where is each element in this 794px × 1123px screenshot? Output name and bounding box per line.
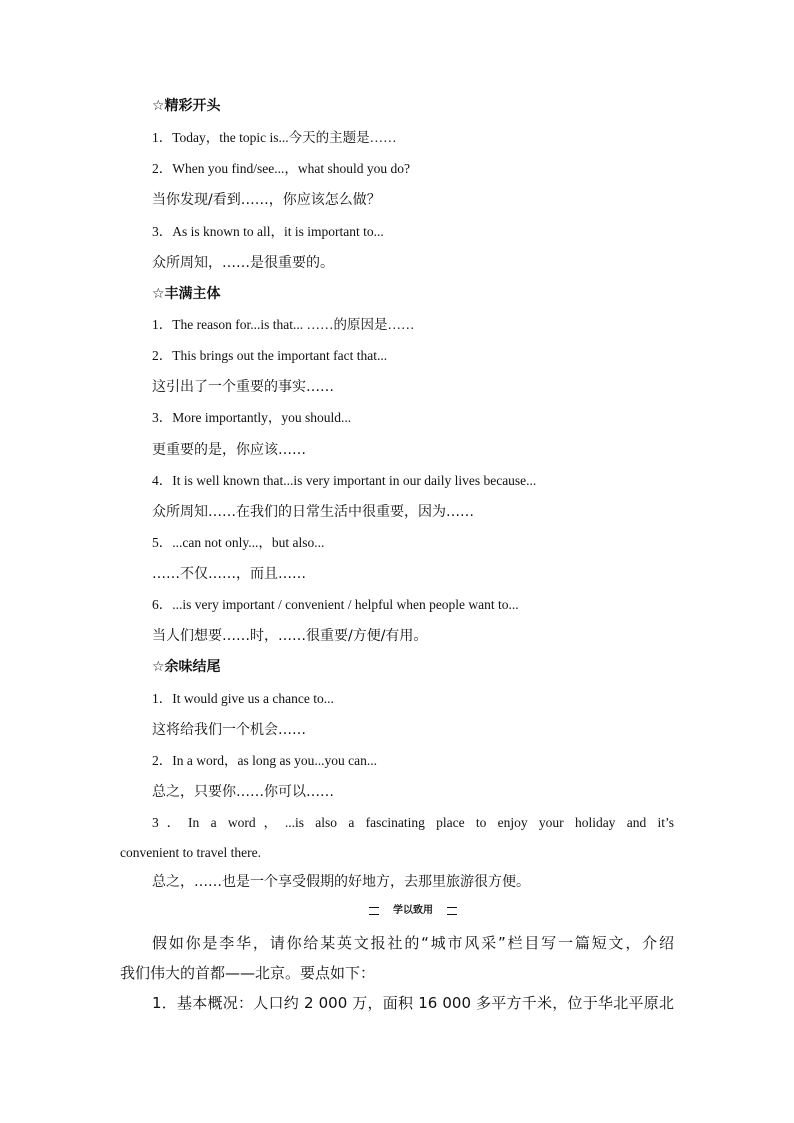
phrase-en: 2．In a word，as long as you...you can...: [152, 753, 377, 768]
phrase-cn: 当你发现/看到……，你应该怎么做？: [152, 192, 381, 208]
phrase-cn: 当人们想要……时，……很重要/方便/有用。: [152, 628, 428, 644]
phrase-cn: 这将给我们一个机会……: [152, 722, 306, 738]
phrase-en: 1．Today，the topic is...今天的主题是……: [152, 130, 397, 145]
phrase-cn: 这引出了一个重要的事实……: [152, 379, 334, 395]
phrase-en: 1．It would give us a chance to...: [152, 691, 334, 706]
phrase-en: 5．...can not only...，but also...: [152, 535, 325, 550]
practice-prompt-line: 我们伟大的首都——北京。要点如下：: [120, 964, 376, 982]
phrase-cn: 众所周知……在我们的日常生活中很重要，因为……: [152, 504, 474, 520]
practice-section-label: [369, 905, 457, 917]
practice-label-text: 学以致用: [379, 905, 447, 917]
section-heading-ending: ☆余味结尾: [152, 659, 221, 675]
phrase-cn: ……不仅……，而且……: [152, 566, 306, 582]
practice-prompt-line: 假如你是李华，请你给某英文报社的“城市风采”栏目写一篇短文，介绍: [152, 934, 674, 952]
phrase-cn: 总之，……也是一个享受假期的好地方，去那里旅游很方便。: [152, 874, 530, 890]
phrase-cn: 更重要的是，你应该……: [152, 442, 306, 458]
phrase-en: 6．...is very important / convenient / helpful when people want to...: [152, 597, 519, 612]
phrase-en-continued: convenient to travel there.: [120, 845, 261, 860]
phrase-en: 3．More importantly，you should...: [152, 410, 352, 425]
phrase-en: 2．When you find/see...，what should you do?: [152, 161, 410, 176]
section-heading-opening: ☆精彩开头: [152, 98, 221, 114]
phrase-en: 4．It is well known that...is very important in our daily lives because...: [152, 473, 537, 488]
practice-point: 1．基本概况：人口约 2 000 万，面积 16 000 多平方千米，位于华北平原北: [152, 994, 674, 1012]
phrase-en: 3．As is known to all，it is important to...: [152, 224, 384, 239]
phrase-en: 2．This brings out the important fact that...: [152, 348, 388, 363]
phrase-en: 3．In a word，...is also a fascinating place to enjoy your holiday and it’s: [152, 815, 674, 830]
phrase-cn: 众所周知，……是很重要的。: [152, 255, 334, 271]
phrase-en: 1．The reason for...is that... ……的原因是……: [152, 317, 415, 332]
section-heading-body: ☆丰满主体: [152, 286, 221, 302]
phrase-cn: 总之，只要你……你可以……: [152, 784, 334, 800]
